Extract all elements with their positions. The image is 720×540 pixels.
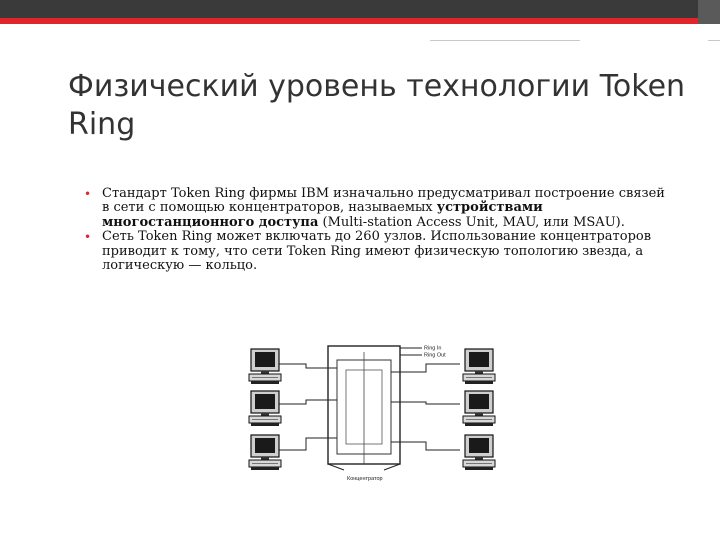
computer-icon [249,391,281,426]
bullet-text: Стандарт Token Ring фирмы IBM изначально предусматривал построение связей в сети с помощью концентраторов, называемых [102,186,665,216]
ring-out-label: Ring Out [424,352,446,359]
header-dark-strip [0,0,698,18]
computer-icon [249,349,281,384]
computer-icon [463,435,495,470]
header-red-strip [0,18,698,24]
bullet-marker: • [84,230,92,245]
header-corner-block [698,0,720,24]
ring-connections [400,346,446,359]
bullet-bold-term: устройствами многостанционного доступа [102,200,543,230]
computer-icon [463,349,495,384]
hub-label: Концентратор [347,476,383,482]
token-ring-diagram [246,338,500,494]
computer-icon [249,435,281,470]
bullet-text: Сеть Token Ring может включать до 260 узлов. Использование концентраторов приводит к тому, что сети Token Ring имеют физическую топологию звезда, а логическую — кольцо. [102,229,652,274]
computer-icon [463,391,495,426]
slide-title: Физический уровень технологии Token Ring [68,69,686,142]
bullet-list [84,187,674,273]
slide-header-bar [0,0,720,24]
bullet-item [84,230,674,273]
bullet-text-tail: (Multi-station Access Unit, MAU, или MSAU). [318,214,625,230]
ring-in-label: Ring In [424,345,442,352]
hub-unit [328,346,400,464]
decorative-rule-right [708,40,720,41]
decorative-rule [430,40,580,41]
bullet-marker: • [84,187,92,201]
bullet-item [84,187,674,230]
